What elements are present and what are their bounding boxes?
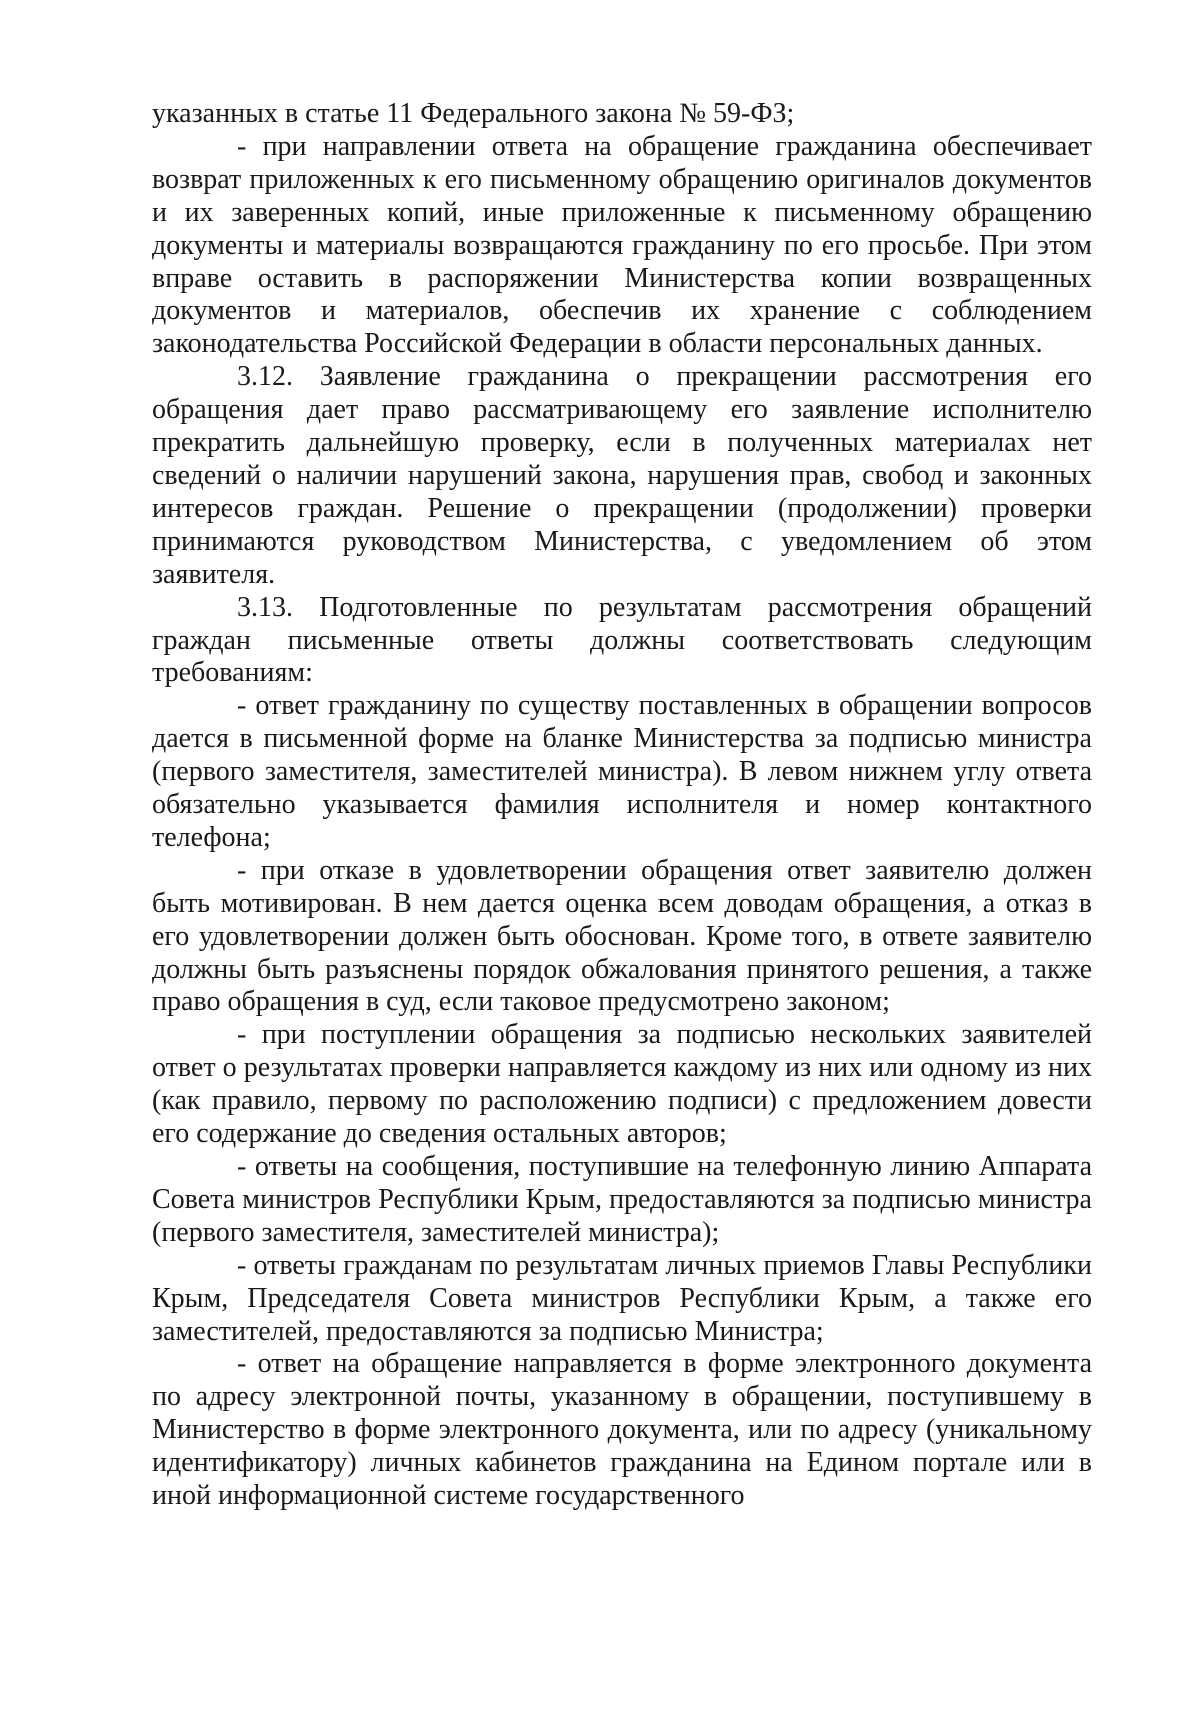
- paragraph-electronic-answer: - ответ на обращение направляется в форме электронного документа по адресу электронной почты, указанному в обращении, поступившему в Министерство в форме электронного документа, или по адресу (уникальному идентификатору) личных кабинетов гражданина на Едином портале или в иной информационной системе государственного: [152, 1348, 1092, 1512]
- paragraph-phone-line: - ответы на сообщения, поступившие на телефонную линию Аппарата Совета министров Республики Крым, предоставляются за подписью министра (первого заместителя, заместителей министра);: [152, 1151, 1092, 1248]
- paragraph-3-13: 3.13. Подготовленные по результатам рассмотрения обращений граждан письменные ответы должны соответствовать следующим требованиям:: [152, 591, 1092, 689]
- paragraph-multiple-applicants: - при поступлении обращения за подписью нескольких заявителей ответ о результатах проверки направляется каждому из них или одному из них (как правило, первому по расположению подписи) с предложением довести его содержание до сведения остальных авторов;: [152, 1019, 1092, 1150]
- paragraph-answer-form: - ответ гражданину по существу поставленных в обращении вопросов дается в письменной форме на бланке Министерства за подписью министра (первого заместителя, заместителей министра). В левом нижнем углу ответа обязательно указывается фамилия исполнителя и номер контактного телефона;: [152, 690, 1092, 853]
- paragraph-refusal: - при отказе в удовлетворении обращения ответ заявителю должен быть мотивирован. В нем дается оценка всем доводам обращения, а отказ в его удовлетворении должен быть обоснован. Кроме того, в ответе заявителю должны быть разъяснены порядок обжалования принятого решения, а также право обращения в суд, если таковое предусмотрено законом;: [152, 854, 1092, 1018]
- paragraph-continuation: указанных в статье 11 Федерального закона № 59-ФЗ;: [152, 98, 795, 129]
- paragraph-personal-receptions: - ответы гражданам по результатам личных приемов Главы Республики Крым, Председателя Совета министров Республики Крым, а также его заместителей, предоставляются за подписью Министра;: [152, 1249, 1092, 1347]
- paragraph-3-12: 3.12. Заявление гражданина о прекращении рассмотрения его обращения дает право рассматривающему его заявление исполнителю прекратить дальнейшую проверку, если в полученных материалах нет сведений о наличии нарушений закона, нарушения прав, свобод и законных интересов граждан. Решение о прекращении (продолжении) проверки принимаются руководством Министерства, с уведомлением об этом заявителя.: [152, 361, 1092, 590]
- paragraph-return-documents: - при направлении ответа на обращение гражданина обеспечивает возврат приложенных к его письменному обращению оригиналов документов и их заверенных копий, иные приложенные к письменному обращению документы и материалы возвращаются гражданину по его просьбе. При этом вправе оставить в распоряжении Министерства копии возвращенных документов и материалов, обеспечив их хранение с соблюдением законодательства Российской Федерации в области персональных данных.: [152, 130, 1092, 360]
- document-text: [152, 98, 1092, 1513]
